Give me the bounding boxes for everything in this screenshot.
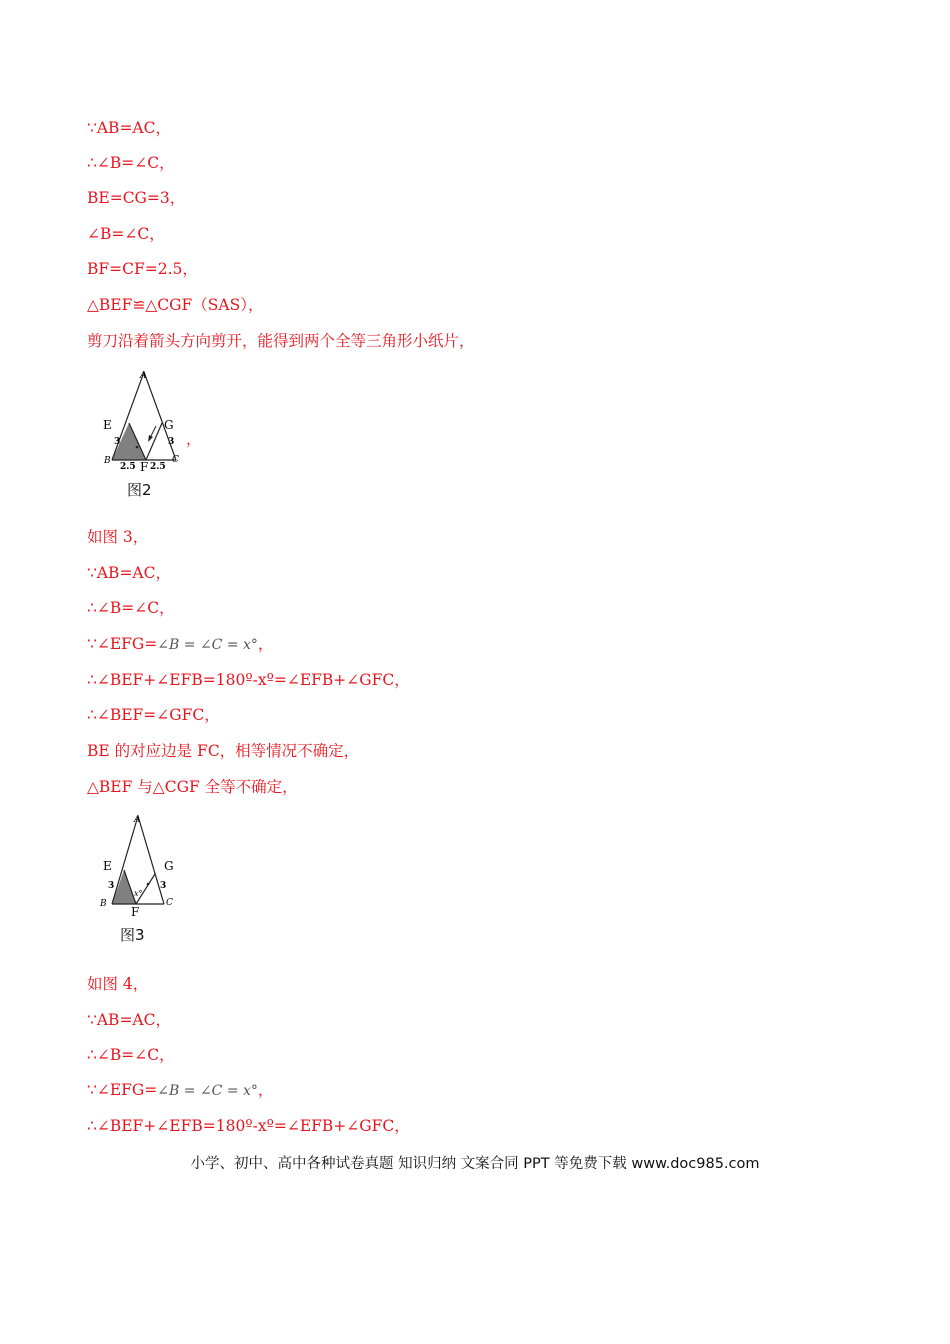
length-cg-label: 3	[168, 437, 175, 447]
length-be-label: 3	[108, 881, 115, 891]
vertex-f-label: F	[131, 905, 140, 919]
text-line: ∴∠BEF=∠GFC，	[87, 706, 220, 724]
text-line: 如图 4，	[87, 975, 149, 993]
length-bf-label: 2.5	[120, 462, 136, 472]
text-line: ∴∠BEF+∠EFB=180º-xº=∠EFB+∠GFC，	[87, 1117, 410, 1135]
vertex-e-label: E	[103, 418, 112, 432]
vertex-b-label: B	[104, 456, 111, 466]
text-line: ∵AB=AC，	[87, 564, 171, 582]
text-line-prefix: ∵∠EFG=	[87, 635, 158, 653]
text-line: BF=CF=2.5，	[87, 260, 198, 278]
text-line: 剪刀沿着箭头方向剪开，能得到两个全等三角形小纸片，	[87, 332, 475, 350]
figure-3-caption: 图3	[120, 926, 145, 944]
text-line: BE 的对应边是 FC，相等情况不确定，	[87, 742, 360, 760]
math-expression: ∠B = ∠C = x°	[157, 637, 258, 653]
text-line: ∴∠B=∠C，	[87, 1046, 175, 1064]
figure-3	[96, 812, 206, 926]
math-expression: ∠B = ∠C = x°	[157, 1083, 258, 1099]
vertex-g-label: G	[164, 418, 174, 432]
text-line: 如图 3，	[87, 528, 149, 546]
text-line	[87, 634, 273, 655]
vertex-a-label: A	[140, 371, 147, 381]
page-footer: 小学、初中、高中各种试卷真题 知识归纳 文案合同 PPT 等免费下载 www.doc985.com	[190, 1156, 760, 1172]
shaded-triangle-bef	[112, 870, 136, 904]
figure-2-caption: 图2	[127, 481, 152, 499]
vertex-f-label: F	[140, 460, 149, 474]
vertex-c-label: C	[172, 455, 179, 465]
length-be-label: 3	[114, 437, 121, 447]
text-line: △BEF≌△CGF（SAS），	[87, 296, 264, 314]
text-line-suffix: ，	[257, 1081, 274, 1099]
vertex-c-label: C	[166, 898, 173, 908]
text-line: ∴∠B=∠C，	[87, 154, 175, 172]
trailing-comma: ，	[186, 430, 202, 448]
length-cf-label: 2.5	[150, 462, 166, 472]
angle-x-label: x°	[134, 889, 143, 898]
text-line-suffix: ，	[257, 635, 274, 653]
text-line	[87, 1080, 273, 1101]
text-line: ∴∠BEF+∠EFB=180º-xº=∠EFB+∠GFC，	[87, 671, 410, 689]
text-line-prefix: ∵∠EFG=	[87, 1081, 158, 1099]
text-line: △BEF 与△CGF 全等不确定，	[87, 778, 298, 796]
text-line: BE=CG=3，	[87, 189, 186, 207]
figure-2	[96, 368, 206, 482]
vertex-e-label: E	[103, 859, 112, 873]
text-line: ∠B=∠C，	[87, 225, 165, 243]
text-line: ∴∠B=∠C，	[87, 599, 175, 617]
text-line: ∵AB=AC，	[87, 1011, 171, 1029]
vertex-b-label: B	[100, 899, 107, 909]
text-line: ∵AB=AC，	[87, 119, 171, 137]
length-cg-label: 3	[160, 881, 167, 891]
vertex-g-label: G	[164, 859, 174, 873]
vertex-a-label: A	[134, 815, 141, 825]
